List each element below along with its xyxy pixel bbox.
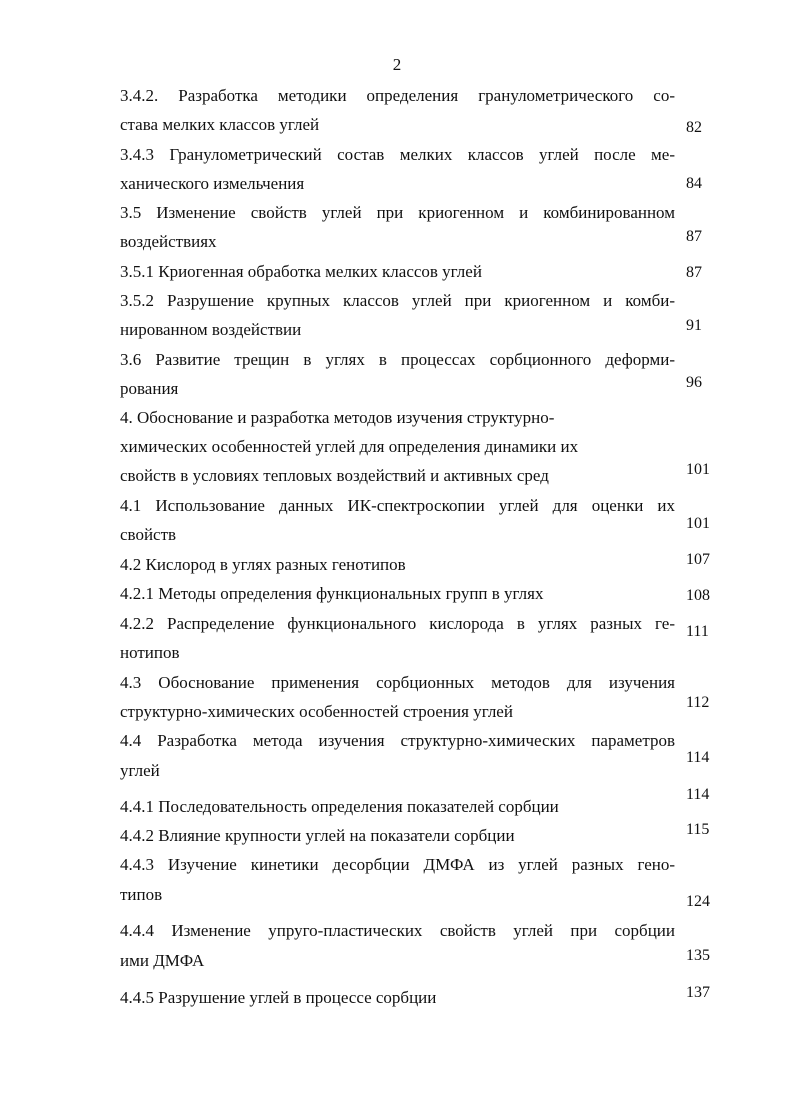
toc-line: 4.4.1 Последовательность определения показателей сорбции [120,797,559,816]
toc-page-ref: 111 [686,623,709,640]
toc-page-ref: 112 [686,694,710,711]
toc-line: 3.5.1 Криогенная обработка мелких классов углей [120,262,482,281]
toc-page-ref: 87 [686,228,702,245]
toc-line: углей [120,761,160,780]
toc-line: свойств [120,525,177,544]
toc-line: 4.2.2 Распределение функционального кислорода в углях разных ге- [120,614,675,633]
toc-line: 3.4.3 Гранулометрический состав мелких классов углей после ме- [120,145,675,164]
toc-line: химических особенностей углей для определения динамики их [120,437,579,456]
toc-line: ханического измельчения [120,174,305,193]
toc-line: типов [120,885,163,904]
toc-line: 4.2.1 Методы определения функциональных групп в углях [120,584,544,603]
toc-line: 4.1 Использование данных ИК-спектроскопии углей для оценки их [120,496,675,515]
toc-line: 4. Обоснование и разработка методов изучения структурно- [120,408,555,427]
toc-page-ref: 114 [686,749,710,766]
toc-page-ref: 115 [686,821,710,838]
toc-line: 3.4.2. Разработка методики определения гранулометрического со- [120,86,675,105]
toc-line: нотипов [120,643,180,662]
toc-page-ref: 87 [686,264,702,281]
toc-line: 4.4.5 Разрушение углей в процессе сорбции [120,988,437,1007]
toc-line: 4.2 Кислород в углях разных генотипов [120,555,406,574]
toc-page-ref: 114 [686,786,710,803]
toc-line: структурно-химических особенностей строения углей [120,702,513,721]
toc-line: 4.4 Разработка метода изучения структурно-химических параметров [120,731,675,750]
toc-page-ref: 101 [686,461,710,478]
toc-page-ref: 124 [686,893,710,910]
toc-line: 4.4.3 Изучение кинетики десорбции ДМФА из углей разных гено- [120,855,675,874]
toc-page-ref: 101 [686,515,710,532]
toc-line: воздействиях [120,232,217,251]
toc-line: 3.5 Изменение свойств углей при криогенном и комбинированном [120,203,675,222]
toc-line: става мелких классов углей [120,115,320,134]
toc-page-ref: 96 [686,374,702,391]
toc-line: рования [120,379,179,398]
page-number: 2 [392,55,402,74]
toc-page-ref: 82 [686,119,702,136]
toc-line: свойств в условиях тепловых воздействий и активных сред [120,466,549,485]
toc-line: 4.4.2 Влияние крупности углей на показатели сорбции [120,826,515,845]
toc-line: ими ДМФА [120,951,205,970]
toc-line: 4.3 Обоснование применения сорбционных методов для изучения [120,673,675,692]
toc-page-ref: 108 [686,587,710,604]
toc-page-ref: 107 [686,551,710,568]
toc-line: 3.5.2 Разрушение крупных классов углей при криогенном и комби- [120,291,675,310]
toc-page-ref: 84 [686,175,702,192]
toc-page-ref: 135 [686,947,710,964]
toc-page-ref: 91 [686,317,702,334]
toc-page-ref: 137 [686,984,710,1001]
toc-line: 4.4.4 Изменение упруго-пластических свойств углей при сорбции [120,921,675,940]
toc-line: 3.6 Развитие трещин в углях в процессах сорбционного деформи- [120,350,675,369]
toc-line: нированном воздействии [120,320,302,339]
